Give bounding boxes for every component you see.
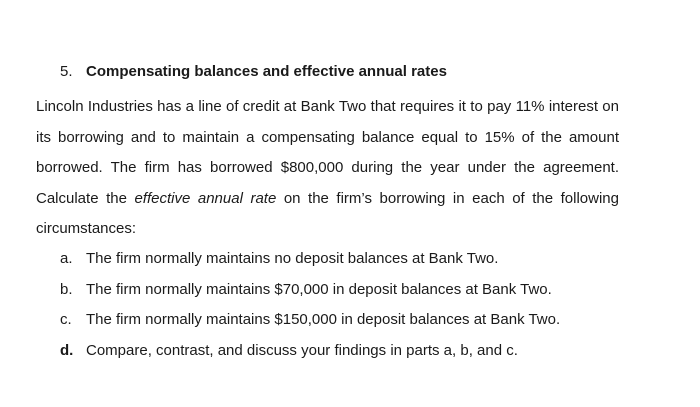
list-item: [60, 305, 560, 336]
statement-text-end: on the firm’s borrowing in each of the following circumstances:: [36, 189, 619, 237]
part-text: Compare, contrast, and discuss your findings in parts a, b, and c.: [86, 341, 518, 359]
part-text: The firm normally maintains $150,000 in deposit balances at Bank Two.: [86, 311, 561, 328]
problem-heading: [60, 62, 447, 82]
problem-title: Compensating balances and effective annual rates: [86, 63, 447, 80]
statement-text: Lincoln Industries has a line of credit at Bank Two that requires it to pay 11% interest on its borrowing and to maintain a compensating balance equal to 15% of the amount borrowed. The firm has borrowed $800,000 during the year under the agreement. Calculate the: [36, 98, 619, 207]
parts-list: [60, 244, 560, 366]
problem-number: 5.: [60, 63, 73, 80]
part-marker: d.: [60, 341, 74, 359]
part-marker: a.: [60, 250, 73, 267]
part-marker: c.: [60, 311, 72, 328]
statement-emphasis: effective annual rate: [134, 189, 277, 207]
list-item: [60, 336, 560, 367]
list-item: [60, 244, 560, 275]
part-text: The firm normally maintains no deposit balances at Bank Two.: [86, 250, 499, 267]
problem-statement: [36, 92, 619, 245]
list-item: [60, 275, 560, 306]
part-text: The firm normally maintains $70,000 in deposit balances at Bank Two.: [86, 280, 552, 298]
part-marker: b.: [60, 280, 73, 298]
